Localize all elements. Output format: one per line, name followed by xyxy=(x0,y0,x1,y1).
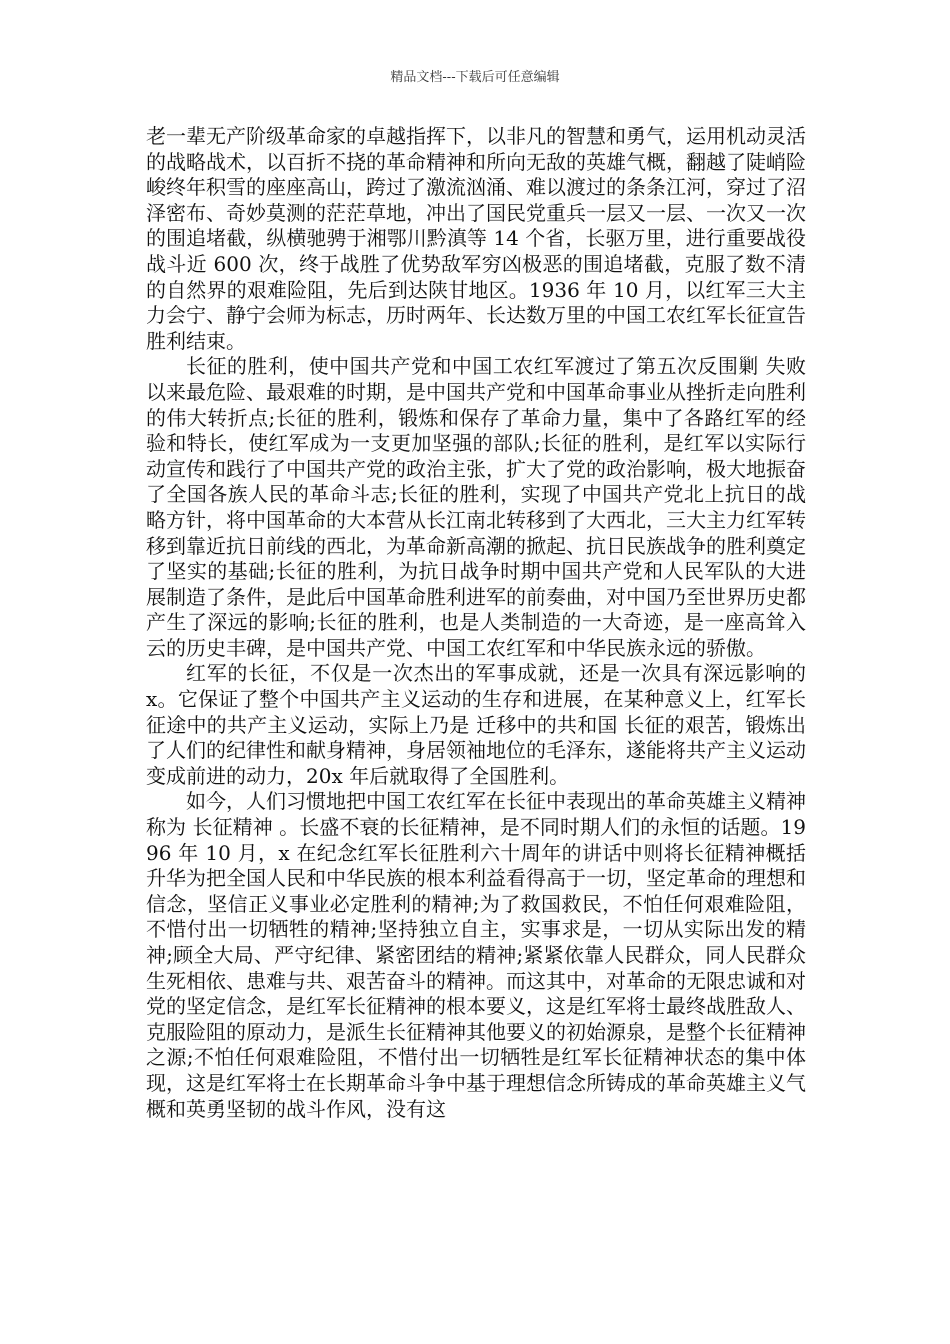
document-body xyxy=(146,124,806,1122)
page-header: 精品文档---下载后可任意编辑 xyxy=(390,70,560,85)
paragraph: 老一辈无产阶级革命家的卓越指挥下，以非凡的智慧和勇气，运用机动灵活的战略战术，以百折不挠的革命精神和所向无敌的英雄气概，翻越了陡峭险峻终年积雪的座座高山，跨过了激流汹涌、难以渡过的条条江河，穿过了沼泽密布、奇妙莫测的茫茫草地，冲出了国民党重兵一层又一层、一次又一次的围追堵截，纵横驰骋于湘鄂川黔滇等 14 个省，长驱万里，进行重要战役战斗近 600 次，终于战胜了优势敌军穷凶极恶的围追堵截，克服了数不清的自然界的艰难险阻，先后到达陕甘地区。1936 年 10 月，以红军三大主力会宁、静宁会师为标志，历时两年、长达数万里的中国工农红军长征宣告胜利结束。 xyxy=(146,124,806,353)
paragraph: 红军的长征，不仅是一次杰出的军事成就，还是一次具有深远影响的 x。它保证了整个中国共产主义运动的生存和进展，在某种意义上，红军长征途中的共产主义运动，实际上乃是 迁移中的共和国 长征的艰苦，锻炼出了人们的纪律性和献身精神，身居领袖地位的毛泽东，遂能将共产主义运动变成前进的动力，20x 年后就取得了全国胜利。 xyxy=(146,661,806,788)
paragraph: 如今，人们习惯地把中国工农红军在长征中表现出的革命英雄主义精神称为 长征精神 。长盛不衰的长征精神，是不同时期人们的永恒的话题。1996 年 10 月，x 在纪念红军长征胜利六十周年的讲话中则将长征精神概括升华为把全国人民和中华民族的根本利益看得高于一切，坚定革命的理想和信念，坚信正义事业必定胜利的精神;为了救国救民，不怕任何艰难险阻，不惜付出一切牺牲的精神;坚持独立自主，实事求是，一切从实际出发的精神;顾全大局、严守纪律、紧密团结的精神;紧紧依靠人民群众，同人民群众生死相依、患难与共、艰苦奋斗的精神。而这其中，对革命的无限忠诚和对党的坚定信念，是红军长征精神的根本要义，这是红军将士最终战胜敌人、克服险阻的原动力，是派生长征精神其他要义的初始源泉，是整个长征精神之源;不怕任何艰难险阻，不惜付出一切牺牲是红军长征精神状态的集中体现，这是红军将士在长期革命斗争中基于理想信念所铸成的革命英雄主义气概和英勇坚韧的战斗作风，没有这 xyxy=(146,789,806,1121)
paragraph: 长征的胜利，使中国共产党和中国工农红军渡过了第五次反围剿 失败以来最危险、最艰难的时期，是中国共产党和中国革命事业从挫折走向胜利的伟大转折点;长征的胜利，锻炼和保存了革命力量，集中了各路红军的经验和特长，使红军成为一支更加坚强的部队;长征的胜利，是红军以实际行动宣传和践行了中国共产党的政治主张，扩大了党的政治影响，极大地振奋了全国各族人民的革命斗志;长征的胜利，实现了中国共产党北上抗日的战略方针，将中国革命的大本营从长江南北转移到了大西北，三大主力红军转移到靠近抗日前线的西北，为革命新高潮的掀起、抗日民族战争的胜利奠定了坚实的基础;长征的胜利，为抗日战争时期中国共产党和人民军队的大进展制造了条件，是此后中国革命胜利进军的前奏曲，对中国乃至世界历史都产生了深远的影响;长征的胜利，也是人类制造的一大奇迹，是一座高耸入云的历史丰碑，是中国共产党、中国工农红军和中华民族永远的骄傲。 xyxy=(146,354,806,660)
